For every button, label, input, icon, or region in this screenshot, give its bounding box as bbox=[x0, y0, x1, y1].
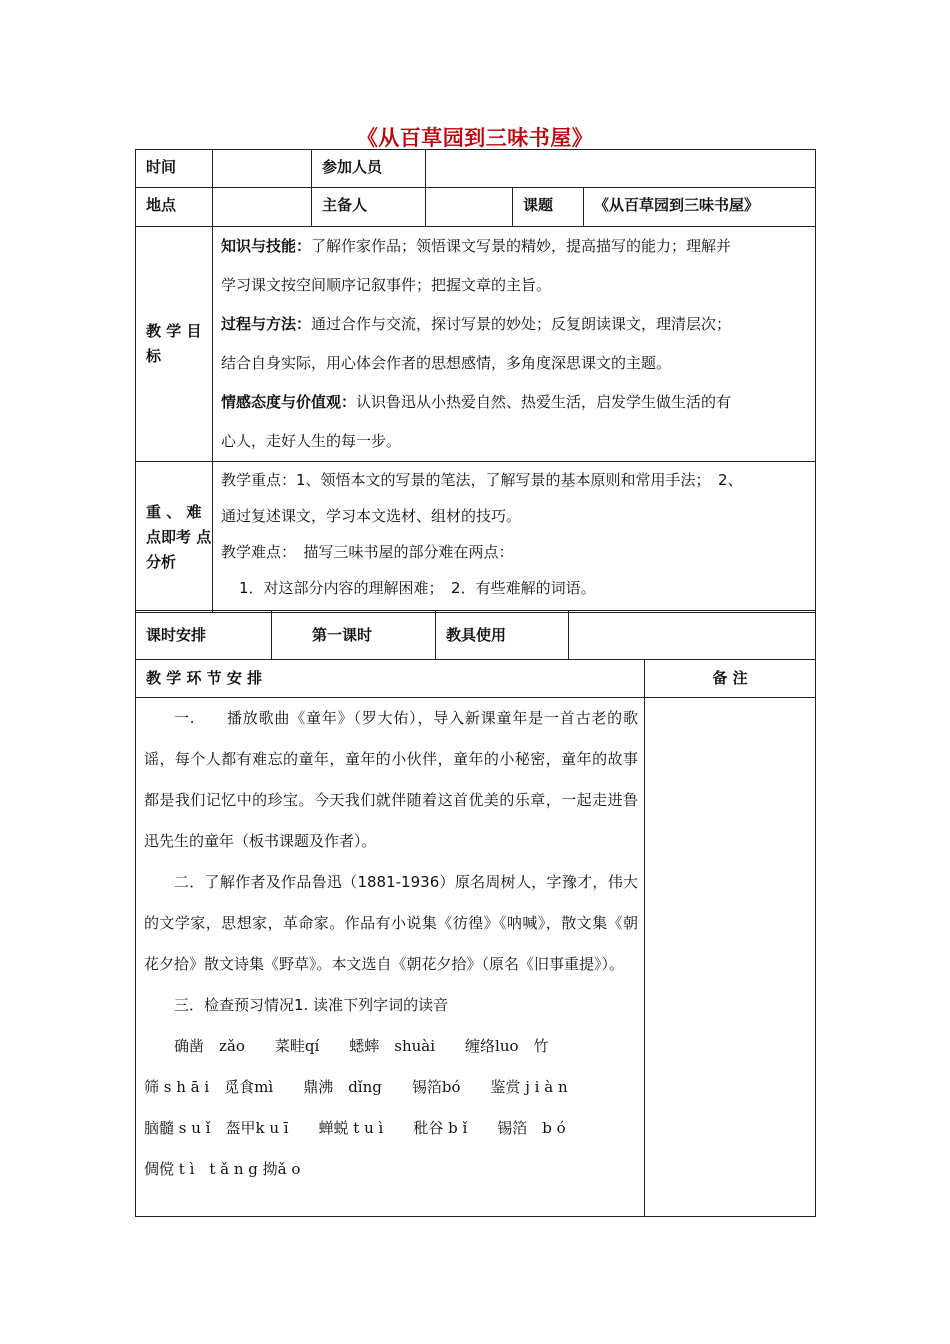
key-points-label: 重 、 难 点即考 点分析 bbox=[136, 462, 213, 613]
key-point-line-2: 通过复述课文，学习本文选材、组材的技巧。 bbox=[221, 507, 522, 525]
emotion-text-1: 认识鲁迅从小热爱自然、热爱生活，启发学生做生活的有 bbox=[356, 393, 732, 411]
document-title: 《从百草园到三味书屋》 bbox=[356, 126, 594, 150]
key-points-content bbox=[213, 462, 816, 613]
step-one-paragraph: 一. 播放歌曲《童年》（罗大佑），导入新课童年是一首古老的歌谣，每个人都有难忘的童年，童年的小伙伴，童年的小秘密，童年的故事都是我们记忆中的珍宝。今天我们就伴随着这首优美的乐章，一起走进鲁迅先生的童年（板书课题及作者）。 bbox=[144, 709, 638, 850]
key-point-line-1: 教学重点：1、领悟本文的写景的笔法，了解写景的基本原则和常用手法； 2、 bbox=[221, 471, 743, 489]
objectives-label: 教 学 目 标 bbox=[136, 227, 213, 462]
step-two-paragraph: 二．了解作者及作品鲁迅（1881-1936）原名周树人，字豫才，伟大的文学家，思想家，革命家。作品有小说集《彷徨》《呐喊》，散文集《朝花夕拾》散文诗集《野草》。本文选自《朝花夕拾》（原名《旧事重提》）。 bbox=[144, 873, 638, 973]
knowledge-text-1: 了解作家作品；领悟课文写景的精妙，提高描写的能力；理解并 bbox=[311, 237, 732, 255]
participants-value[interactable] bbox=[426, 150, 816, 188]
steps-header: 教 学 环 节 安 排 bbox=[136, 660, 645, 698]
period-value: 第一课时 bbox=[272, 611, 436, 660]
steps-content bbox=[136, 698, 645, 1217]
topic-value: 《从百草园到三味书屋》 bbox=[584, 188, 816, 227]
tools-label: 教具使用 bbox=[436, 611, 569, 660]
teaching-steps-table bbox=[135, 659, 816, 1217]
emotion-heading: 情感态度与价值观： bbox=[221, 393, 357, 411]
time-label: 时间 bbox=[136, 150, 213, 188]
participants-label: 参加人员 bbox=[312, 150, 426, 188]
place-value[interactable] bbox=[213, 188, 312, 227]
knowledge-text-2: 学习课文按空间顺序记叙事件；把握文章的主旨。 bbox=[221, 276, 552, 294]
preparer-label: 主备人 bbox=[312, 188, 426, 227]
vocab-line-3: 脑髓 s u ǐ 盔甲k u ī 蝉蜕 t u ì 秕谷 b ǐ 锡箔 b ó bbox=[144, 1119, 566, 1137]
knowledge-heading: 知识与技能： bbox=[221, 237, 312, 255]
process-text-1: 通过合作与交流，探讨写景的妙处；反复朗读课文，理清层次； bbox=[311, 315, 732, 333]
knowledge-line-1 bbox=[213, 227, 815, 266]
period-label: 课时安排 bbox=[136, 611, 272, 660]
process-heading: 过程与方法： bbox=[221, 315, 312, 333]
objectives-content bbox=[213, 227, 816, 462]
time-value[interactable] bbox=[213, 150, 312, 188]
process-text-2: 结合自身实际，用心体会作者的思想感情，多角度深思课文的主题。 bbox=[221, 354, 672, 372]
vocab-line-1: 确凿 zǎo 菜畦qí 蟋蟀 shuài 缠络luo 竹 bbox=[174, 1037, 549, 1055]
lesson-plan-header-table bbox=[135, 149, 816, 613]
step-three-paragraph: 三．检查预习情况1. 读准下列字词的读音 bbox=[174, 996, 449, 1014]
place-label: 地点 bbox=[136, 188, 213, 227]
emotion-line-1 bbox=[213, 383, 815, 422]
difficulty-line-1: 教学难点： 描写三味书屋的部分难在两点： bbox=[221, 543, 514, 561]
vocab-line-2: 筛 s h ā i 觅食mì 鼎沸 dǐng 锡箔bó 鉴赏 j i à n bbox=[144, 1078, 568, 1096]
notes-content[interactable] bbox=[645, 698, 816, 1217]
schedule-table bbox=[135, 610, 816, 660]
process-line-1 bbox=[213, 305, 815, 344]
vocab-line-4: 倜傥 t ì t ǎ n g 拗ǎ o bbox=[144, 1160, 301, 1178]
notes-header: 备 注 bbox=[645, 660, 816, 698]
difficulty-line-2: 1．对这部分内容的理解困难； 2．有些难解的词语。 bbox=[239, 579, 596, 597]
tools-value[interactable] bbox=[569, 611, 816, 660]
emotion-text-2: 心人，走好人生的每一步。 bbox=[221, 432, 402, 450]
preparer-value[interactable] bbox=[426, 188, 513, 227]
topic-label: 课题 bbox=[513, 188, 584, 227]
